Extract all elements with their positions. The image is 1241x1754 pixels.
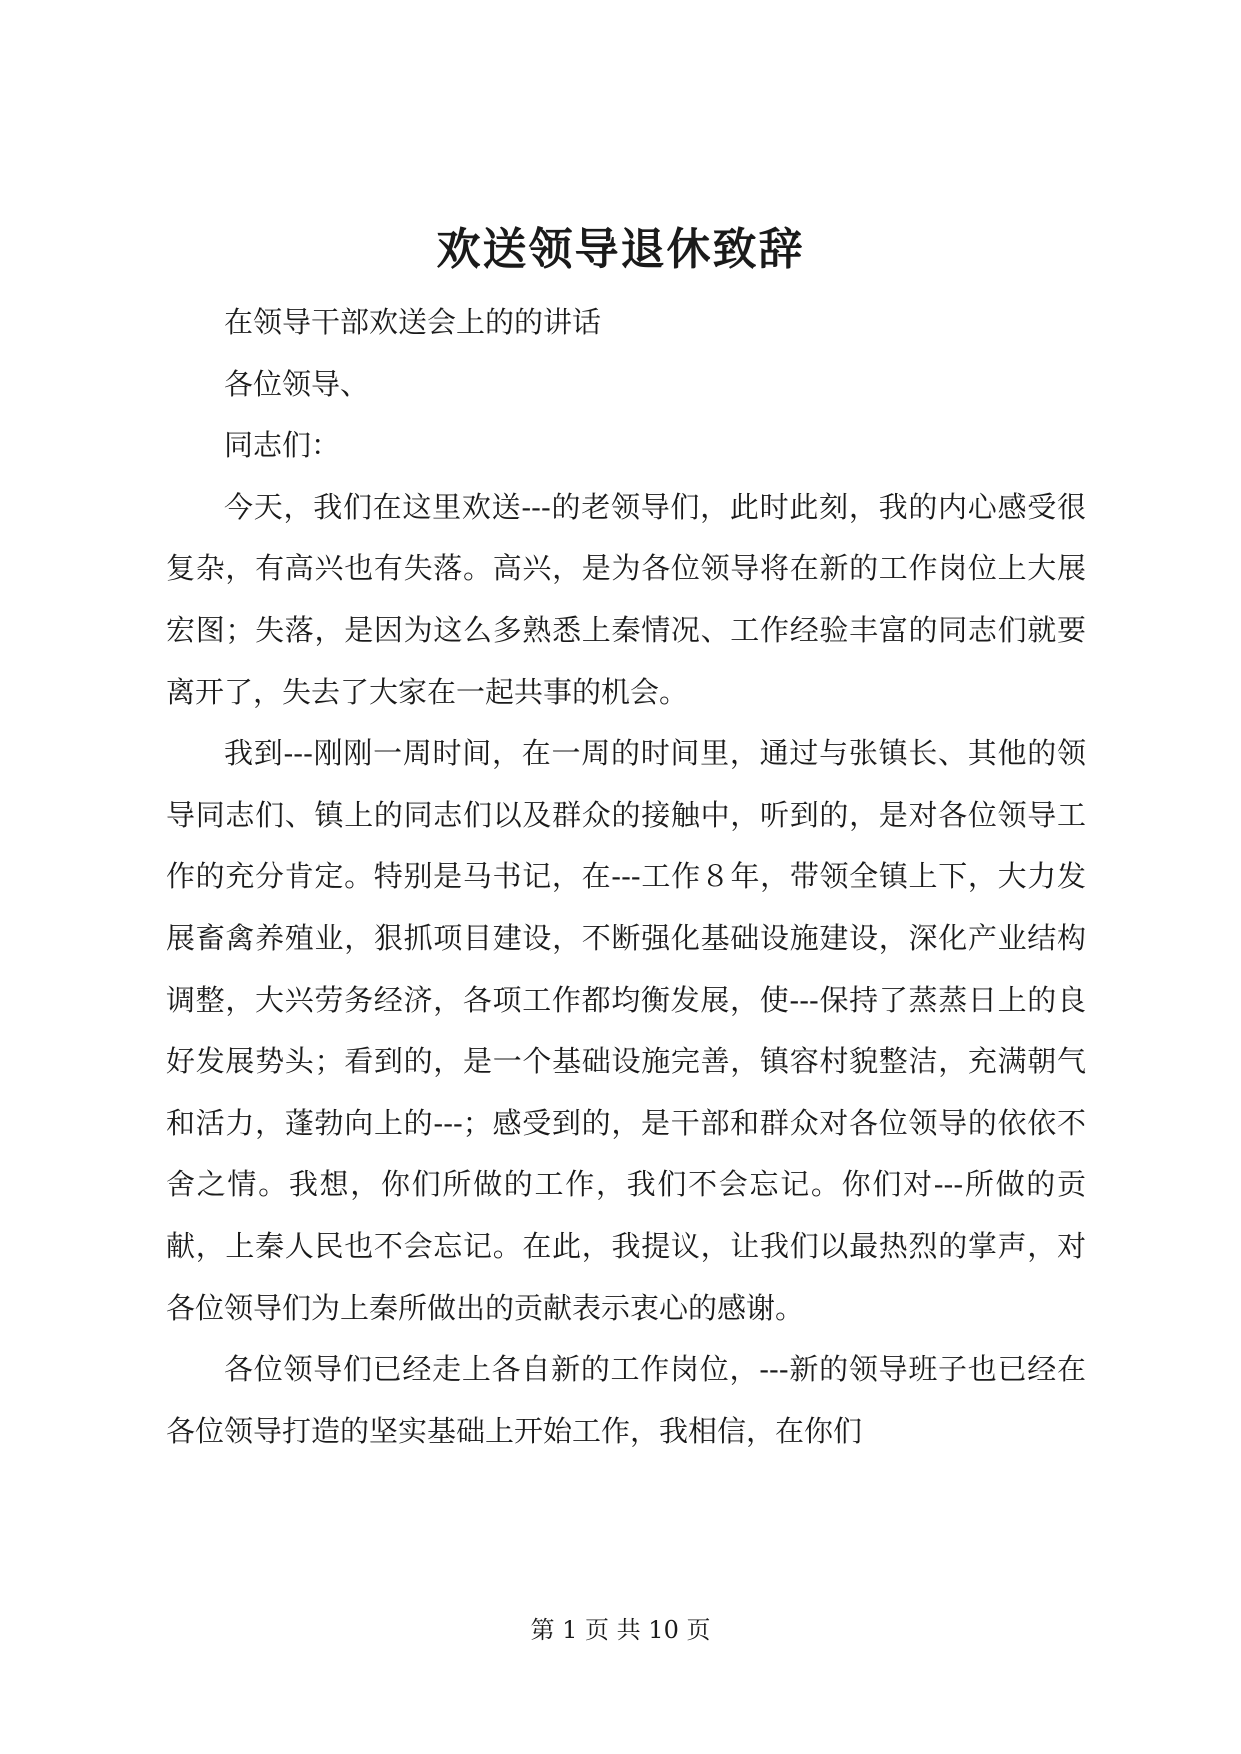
paragraph-salutation-2: 同志们： [224, 428, 341, 463]
paragraph-salutation-1: 各位领导、 [224, 366, 370, 401]
page-footer: 第 1 页 共 10 页 [530, 1616, 711, 1644]
paragraph-subtitle: 在领导干部欢送会上的的讲话 [224, 305, 602, 339]
paragraph-body-2: 我到---刚刚一周时间，在一周的时间里，通过与张镇长、其他的领导同志们、镇上的同志们以及群众的接触中，听到的，是对各位领导工作的充分肯定。特别是马书记，在---工作８年，带领全镇上下，大力发展畜禽养殖业，狠抓项目建设，不断强化基础设施建设，深化产业结构调整，大兴劳务经济，各项工作都均衡发展，使---保持了蒸蒸日上的良好发展势头；看到的，是一个基础设施完善，镇容村貌整洁，充满朝气和活力，蓬勃向上的---；感受到的，是干部和群众对各位领导的依依不舍之情。我想，你们所做的工作，我们不会忘记。你们对---所做的贡献，上秦人民也不会忘记。在此，我提议，让我们以最热烈的掌声，对各位领导们为上秦所做出的贡献表示衷心的感谢。 [166, 736, 1086, 1325]
document-body [166, 292, 1086, 1462]
paragraph-body-3: 各位领导们已经走上各自新的工作岗位，---新的领导班子也已经在各位领导打造的坚实基础上开始工作，我相信，在你们 [166, 1352, 1086, 1448]
document-title: 欢送领导退休致辞 [436, 224, 805, 275]
paragraph-body-1: 今天，我们在这里欢送---的老领导们，此时此刻，我的内心感受很复杂，有高兴也有失落。高兴，是为各位领导将在新的工作岗位上大展宏图；失落，是因为这么多熟悉上秦情况、工作经验丰富的同志们就要离开了，失去了大家在一起共事的机会。 [166, 489, 1086, 709]
